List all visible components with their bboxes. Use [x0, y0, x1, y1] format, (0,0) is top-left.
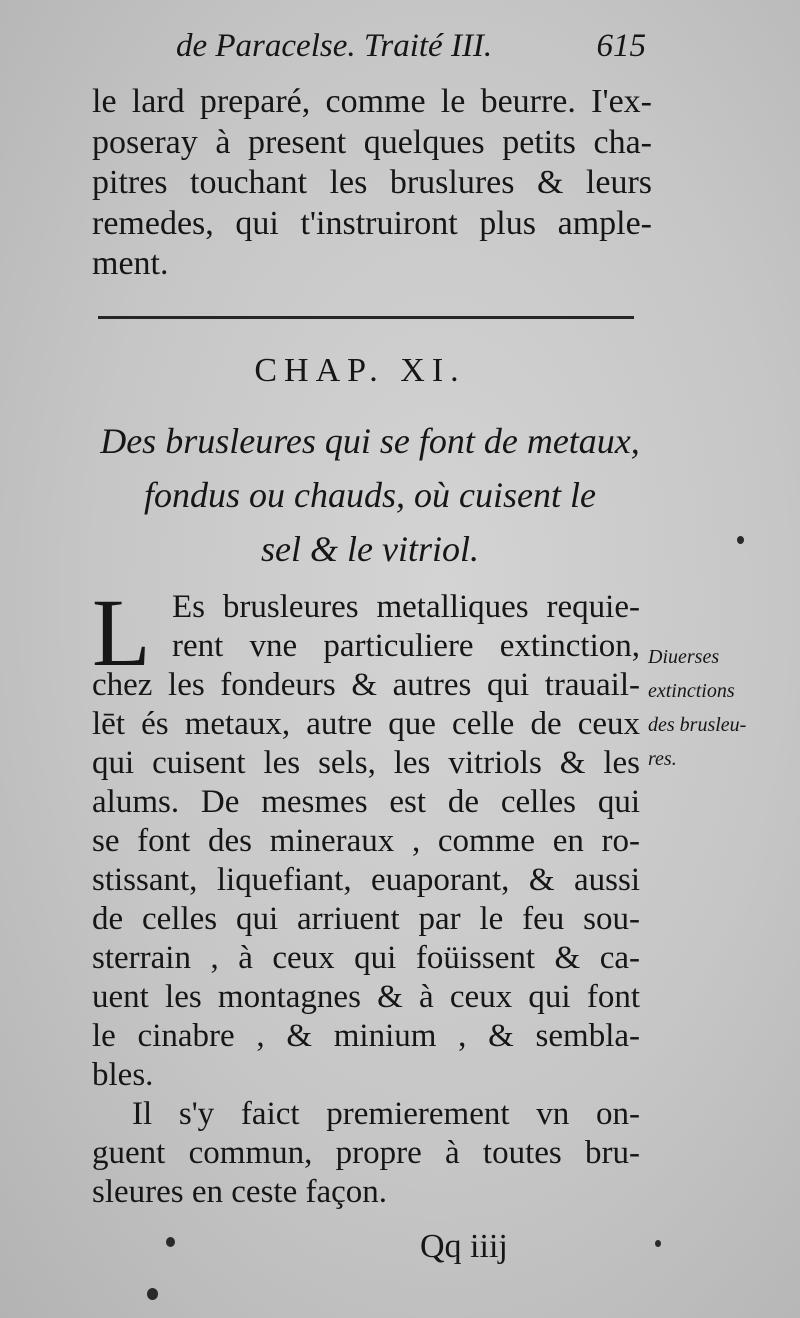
- text-line: sleures en ceste façon.: [92, 1174, 388, 1210]
- text-line: le lard preparé, comme le beurre. I'ex-: [92, 83, 652, 120]
- top-paragraph: [92, 82, 652, 285]
- text-line: stissant, liquefiant, euaporant, & aussi: [92, 862, 640, 898]
- text-line: guent commun, propre à toutes bru-: [92, 1135, 640, 1171]
- subtitle-line: sel & le vitriol.: [261, 529, 479, 569]
- text-line: poseray à present quelques petits cha-: [92, 123, 652, 161]
- text-line: Es brusleures metalliques requie-: [172, 589, 640, 625]
- text-line: alums. De mesmes est de celles qui: [92, 784, 640, 820]
- text-line: pitres touchant les bruslures & leurs: [92, 164, 652, 201]
- text-line: se font des mineraux , comme en ro-: [92, 823, 640, 859]
- ink-spot: [655, 1240, 661, 1247]
- ink-spot: [166, 1237, 175, 1247]
- running-header: [176, 28, 646, 74]
- text-line: le cinabre , & minium , & sembla-: [92, 1018, 640, 1054]
- running-title: de Paracelse. Traité III.: [176, 28, 493, 64]
- ink-spot: [147, 1288, 158, 1300]
- margin-note-line: extinctions: [648, 680, 735, 702]
- chapter-heading: CHAP. XI.: [254, 352, 466, 389]
- margin-note-line: res.: [648, 748, 677, 770]
- margin-note-line: des brusleu-: [648, 714, 747, 736]
- page-number: 615: [596, 28, 646, 64]
- text-line: bles.: [92, 1057, 154, 1093]
- text-line: uent les montagnes & à ceux qui font: [92, 979, 640, 1015]
- text-line: Il s'y faict premierement vn on-: [132, 1096, 640, 1132]
- text-line: qui cuisent les sels, les vitriols & les: [92, 745, 640, 781]
- section-divider: [98, 316, 634, 319]
- subtitle-line: fondus ou chauds, où cuisent le: [144, 475, 596, 515]
- subtitle-line: Des brusleures qui se font de metaux,: [100, 421, 640, 461]
- signature-mark: Qq iiij: [420, 1228, 508, 1265]
- text-line: remedes, qui t'instruiront plus ample-: [92, 204, 652, 242]
- chapter-subtitle: [60, 414, 680, 576]
- text-line: lēt és metaux, autre que celle de ceux: [92, 706, 640, 742]
- text-line: chez les fondeurs & autres qui trauail-: [92, 667, 640, 703]
- ink-spot: [737, 536, 744, 544]
- text-line: sterrain , à ceux qui foüissent & ca-: [92, 940, 640, 976]
- text-line: rent vne particuliere extinction,: [172, 628, 640, 664]
- margin-note: [648, 640, 788, 776]
- margin-note-line: Diuerses: [648, 646, 720, 668]
- text-line: de celles qui arriuent par le feu sou-: [92, 901, 640, 937]
- drop-capital: L: [92, 579, 151, 686]
- text-line: ment.: [92, 245, 169, 282]
- body-paragraph: [92, 579, 640, 1212]
